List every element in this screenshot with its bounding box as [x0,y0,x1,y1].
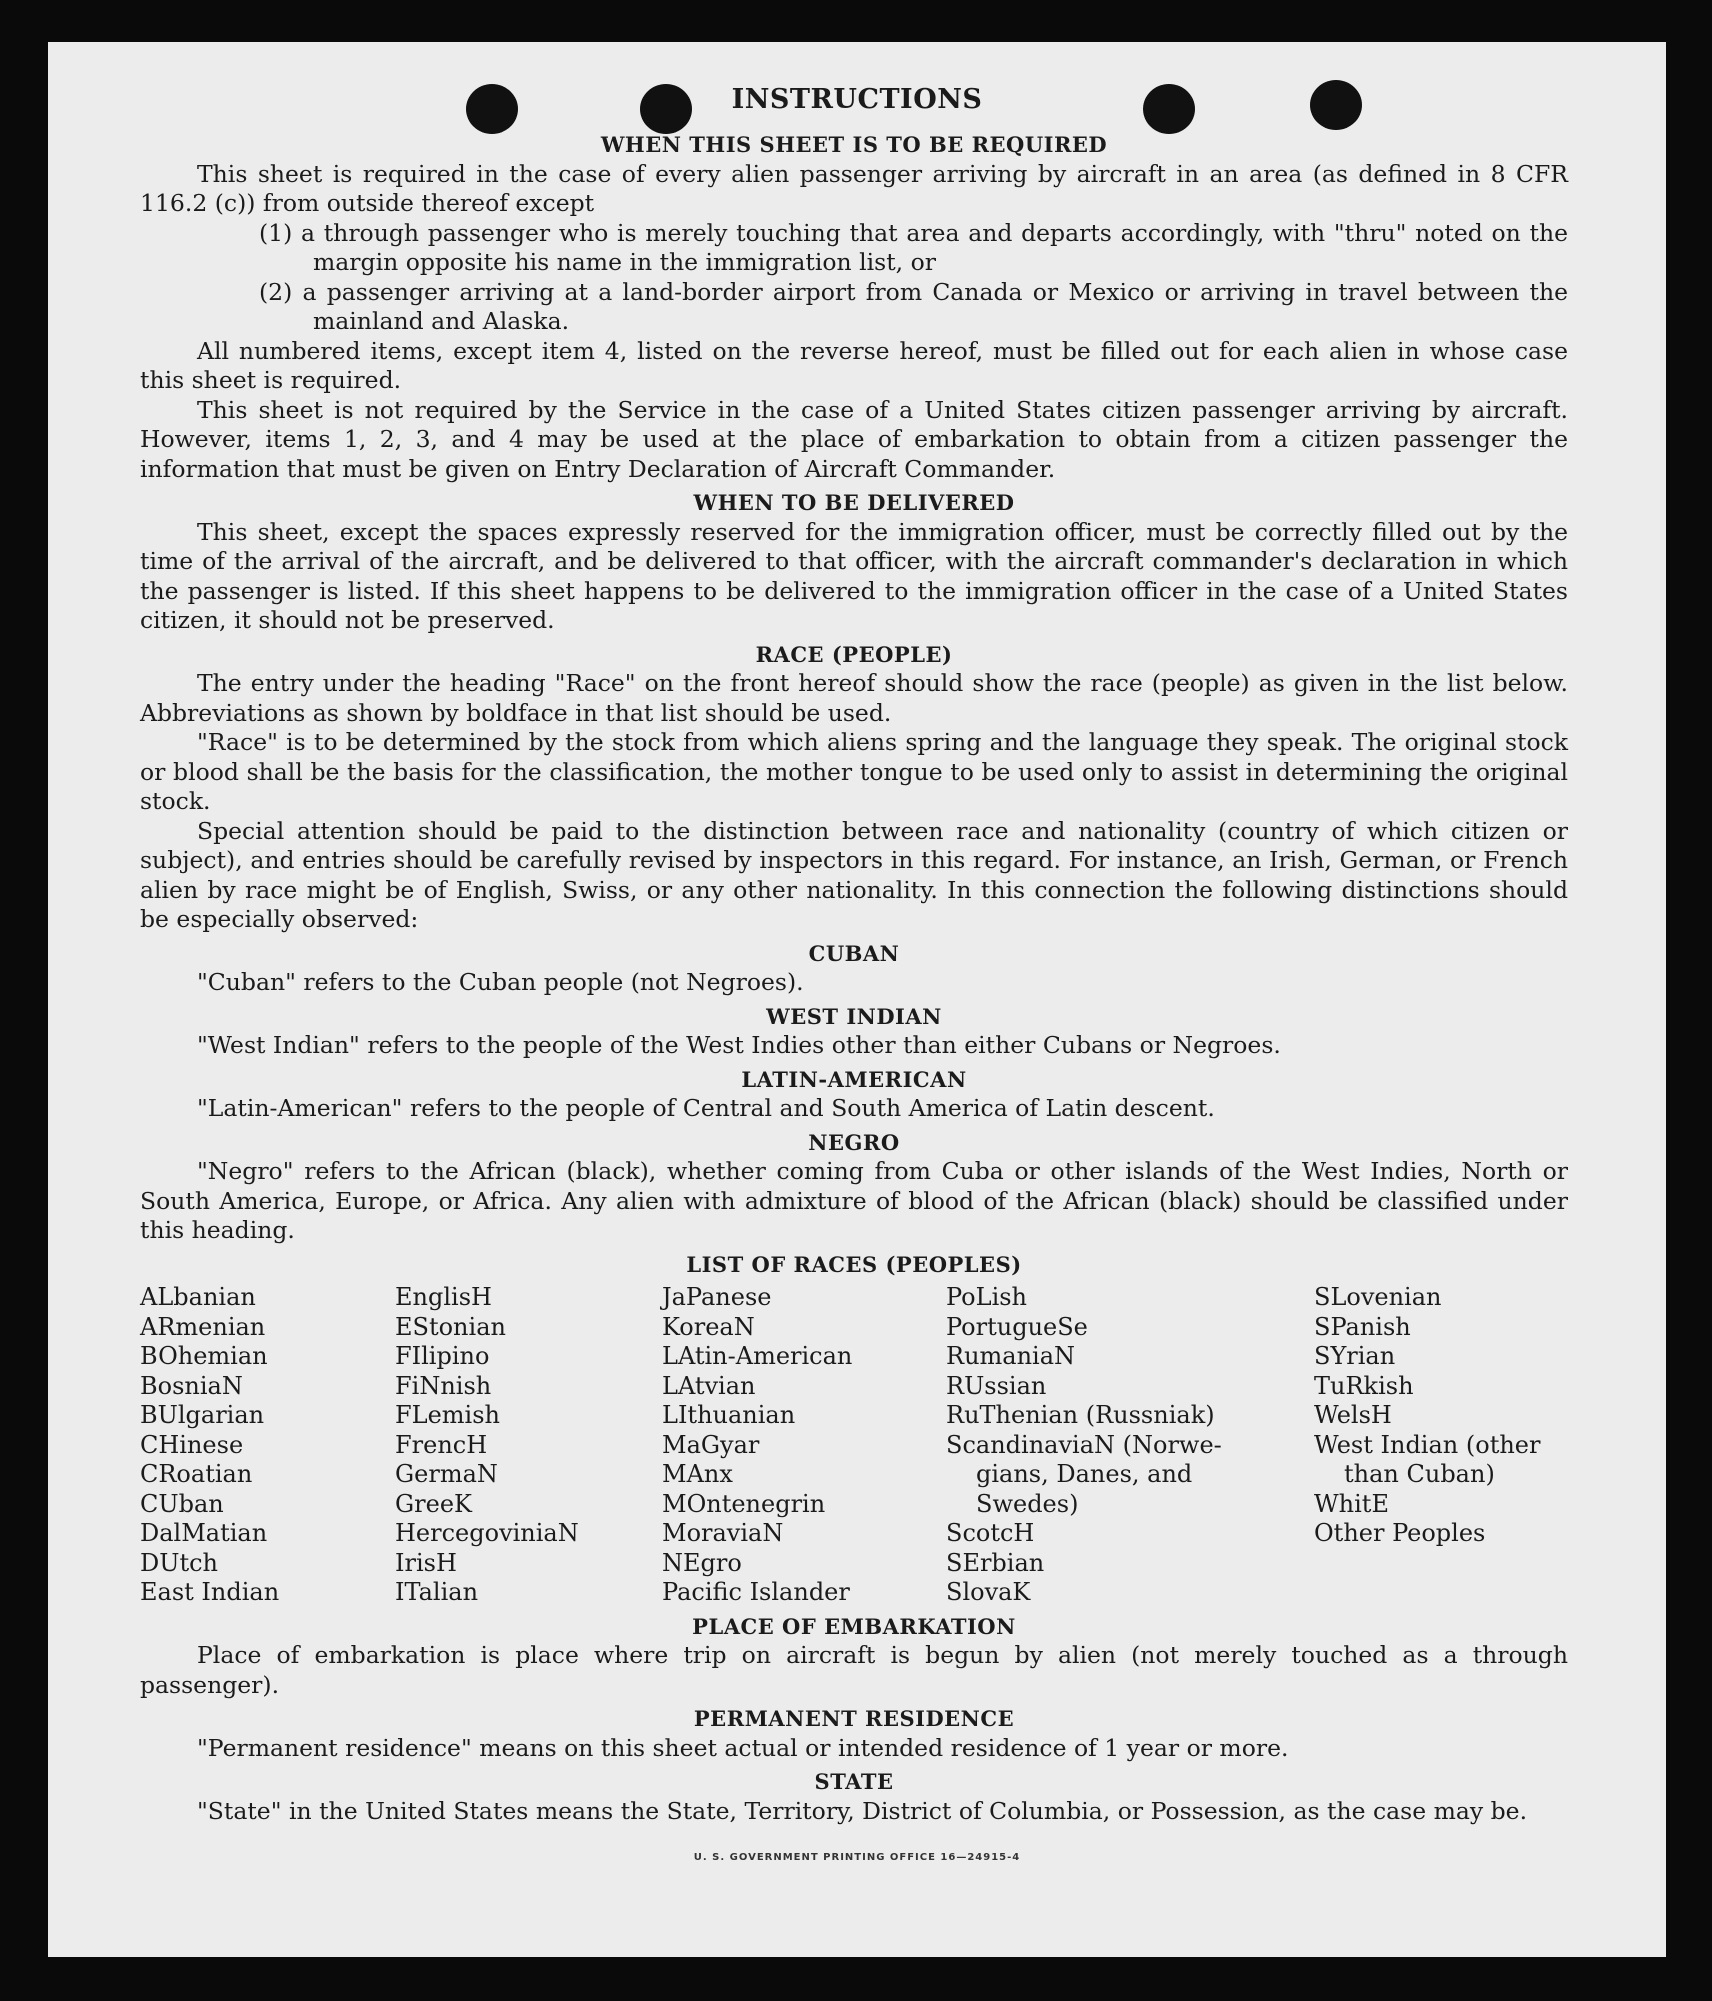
race-entry: SPanish [1314,1312,1411,1341]
race-entry: BosniaN [140,1371,243,1400]
race-entry: ScandinaviaN (Norwe- [946,1430,1222,1459]
race-entry: CHinese [140,1430,244,1459]
race-entry: PoLish [946,1283,1028,1311]
printer-imprint: U. S. GOVERNMENT PRINTING OFFICE 16—24915-4 [693,1852,1021,1863]
race-entry: CRoatian [140,1460,253,1488]
paragraph: "State" in the United States means the State, Territory, District of Columbia, or Possession, as the case may be. [197,1796,1528,1825]
race-entry: MaGyar [662,1430,760,1459]
race-entry: PortugueSe [946,1312,1088,1341]
race-entry: RumaniaN [946,1342,1076,1370]
race-entry: Pacific Islander [662,1578,850,1606]
instructions-body [140,120,1568,1826]
race-entry: JaPanese [662,1283,772,1311]
race-entry: LIthuanian [662,1401,796,1429]
race-entry: DUtch [140,1548,219,1577]
race-column-4 [946,1283,1314,1608]
race-entry: ScotcH [946,1519,1035,1547]
paragraph: This sheet is required in the case of every alien passenger arriving by aircraft in an area (as defined in 8 CFR 116.2 (c)) from outside thereof except [140,159,1568,217]
race-entry: EnglisH [395,1283,492,1311]
race-entry: FIlipino [395,1342,490,1370]
race-entry: EStonian [395,1312,506,1341]
race-entry: ARmenian [140,1312,266,1341]
race-entry-continuation: gians, Danes, and [976,1460,1193,1488]
heading-list-of-races: LIST OF RACES (PEOPLES) [686,1251,1022,1277]
heading-when-required: WHEN THIS SHEET IS TO BE REQUIRED [600,132,1108,157]
race-entry: NEgro [662,1548,742,1577]
heading-cuban: CUBAN [808,940,900,966]
race-entry: BOhemian [140,1342,268,1370]
race-entry: TuRkish [1314,1371,1414,1400]
race-entry-continuation: than Cuban) [1344,1460,1495,1488]
document-sheet [48,42,1666,1957]
race-entry: SErbian [946,1548,1045,1577]
paragraph: "Permanent residence" means on this sheet actual or intended residence of 1 year or more. [197,1733,1289,1762]
heading-state: STATE [814,1769,894,1794]
paragraph: Place of embarkation is place where trip on aircraft is begun by alien (not merely touched as a through passenger). [140,1641,1568,1699]
race-entry: DalMatian [140,1519,268,1547]
race-entry: East Indian [140,1578,280,1606]
exception-item-2: (2) a passenger arriving at a land-border airport from Canada or Mexico or arriving in travel between the mainland and Alaska. [259,277,1568,335]
paragraph: "Latin-American" refers to the people of Central and South America of Latin descent. [197,1094,1215,1122]
heading-race: RACE (PEOPLE) [755,641,953,667]
race-entry: FiNnish [395,1371,492,1400]
race-entry: FrencH [395,1430,488,1459]
race-entry: LAtvian [662,1371,756,1400]
race-entry: HercegoviniaN [395,1519,579,1547]
heading-west-indian: WEST INDIAN [766,1003,942,1029]
exception-item-1: (1) a through passenger who is merely touching that area and departs accordingly, with "thru" noted on the margin opposite his name in the immigration list, or [259,218,1568,276]
race-entry: West Indian (other [1314,1430,1541,1459]
race-entry: GermaN [395,1460,498,1488]
race-entry: GreeK [395,1489,472,1518]
race-entry-continuation: Swedes) [976,1489,1079,1518]
race-entry: MOntenegrin [662,1489,826,1518]
page-title: INSTRUCTIONS [731,84,983,115]
paragraph: This sheet, except the spaces expressly reserved for the immigration officer, must be correctly filled out by the time of the arrival of the aircraft, and be delivered to that officer, with the aircraft commander's declaration in which the passenger is listed. If this sheet happens to be delivered to the immigration officer in the case of a United States citizen, it should not be preserved. [140,517,1568,634]
paragraph: "West Indian" refers to the people of the West Indies other than either Cubans or Negroes. [197,1031,1281,1059]
race-entry: ALbanian [140,1283,256,1311]
paragraph: "Race" is to be determined by the stock from which aliens spring and the language they speak. The original stock or blood shall be the basis for the classification, the mother tongue to be used only to assist in determining the original stock. [140,728,1568,815]
race-entry: CUban [140,1489,224,1518]
race-list [140,1283,1568,1608]
race-entry: SYrian [1314,1342,1396,1370]
paragraph: Special attention should be paid to the distinction between race and nationality (country of which citizen or subject), and entries should be carefully revised by inspectors in this regard. For instance, an Irish, German, or French alien by race might be of English, Swiss, or any other nationality. In this connection the following distinctions should be especially observed: [140,816,1568,933]
paragraph: This sheet is not required by the Service in the case of a United States citizen passenger arriving by aircraft. However, items 1, 2, 3, and 4 may be used at the place of embarkation to obtain from a citizen passenger the information that must be given on Entry Declaration of Aircraft Commander. [140,395,1568,483]
race-entry: IrisH [395,1548,457,1577]
race-entry: FLemish [395,1401,500,1429]
paragraph: "Cuban" refers to the Cuban people (not Negroes). [197,968,804,996]
race-entry: WhitE [1314,1489,1389,1518]
heading-latin-american: LATIN-AMERICAN [741,1066,967,1092]
heading-permanent-residence: PERMANENT RESIDENCE [693,1706,1015,1731]
race-entry: LAtin-American [662,1342,853,1370]
race-entry: SLovenian [1314,1283,1442,1311]
race-column-2 [395,1283,662,1608]
race-entry: ITalian [395,1578,479,1606]
race-entry: BUlgarian [140,1401,265,1429]
race-entry: MoraviaN [662,1519,784,1547]
heading-negro: NEGRO [808,1129,900,1155]
race-entry: MAnx [662,1460,733,1488]
race-column-3 [662,1283,946,1608]
paragraph: The entry under the heading "Race" on the front hereof should show the race (people) as given in the list below. Abbreviations as shown by boldface in that list should be used. [140,669,1568,727]
heading-place-of-embarkation: PLACE OF EMBARKATION [692,1613,1016,1639]
paragraph: All numbered items, except item 4, listed on the reverse hereof, must be filled out for each alien in whose case this sheet is required. [140,336,1568,394]
paragraph: "Negro" refers to the African (black), whether coming from Cuba or other islands of the West Indies, North or South America, Europe, or Africa. Any alien with admixture of blood of the African (black) should be classified under this heading. [140,1157,1568,1244]
race-entry: KoreaN [662,1312,755,1341]
race-entry: RuThenian (Russniak) [946,1401,1215,1429]
race-column-5 [1314,1283,1568,1608]
race-entry: RUssian [946,1371,1047,1400]
race-entry: Other Peoples [1314,1519,1486,1547]
race-column-1 [140,1283,395,1608]
race-entry: WelsH [1314,1401,1392,1429]
heading-when-delivered: WHEN TO BE DELIVERED [693,490,1015,515]
race-entry: SlovaK [946,1578,1031,1606]
